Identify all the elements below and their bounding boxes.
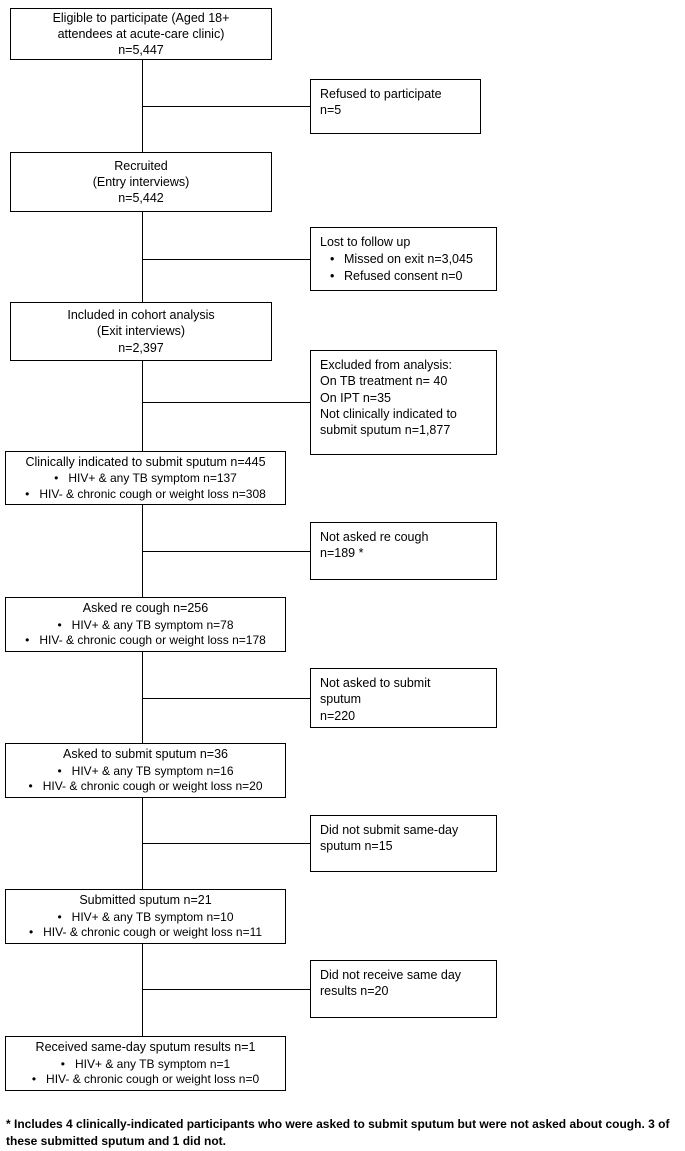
connector-line <box>142 212 143 302</box>
flow-box-not-asked-cough <box>310 522 497 580</box>
flow-box-cohort-analysis <box>10 302 272 361</box>
box-text-line: Excluded from analysis: <box>320 358 453 372</box>
flow-box-asked-re-cough <box>5 597 286 652</box>
box-text-line: On IPT n=35 <box>320 390 391 405</box>
flow-box-lost-followup <box>310 227 497 291</box>
box-text-line: On TB treatment n= 40 <box>320 374 448 389</box>
box-text-line: (Entry interviews) <box>92 174 190 189</box>
connector-line <box>142 361 143 451</box>
box-text-line: n=220 <box>320 708 356 723</box>
bullet-item: • HIV+ & any TB symptom n=78 <box>12 618 279 634</box>
flow-box-excluded <box>310 350 497 455</box>
bullet-item: • HIV- & chronic cough or weight loss n=0 <box>12 1072 279 1088</box>
bullet-list <box>12 910 279 941</box>
bullet-item: • Refused consent n=0 <box>320 268 487 284</box>
box-text-line: Eligible to participate (Aged 18+ <box>52 10 230 25</box>
bullet-item: • HIV- & chronic cough or weight loss n=308 <box>12 487 279 503</box>
box-text-line: n=5,442 <box>118 191 164 206</box>
box-text-line: sputum n=15 <box>320 839 393 854</box>
box-title: Asked to submit sputum n=36 <box>62 747 229 762</box>
box-title: Clinically indicated to submit sputum n=445 <box>25 454 266 469</box>
flow-box-not-asked-sputum <box>310 668 497 728</box>
bullet-item: • Missed on exit n=3,045 <box>320 251 487 267</box>
box-text-line: (Exit interviews) <box>96 324 186 339</box>
bullet-item: • HIV+ & any TB symptom n=10 <box>12 910 279 926</box>
footnote: * Includes 4 clinically-indicated participants who were asked to submit sputum but were not asked about cough. 3 of these submitted sputum and 1 did not. <box>6 1117 670 1149</box>
connector-line <box>142 106 310 107</box>
box-text-line: n=5,447 <box>118 43 164 58</box>
box-text-line: results n=20 <box>320 984 389 999</box>
box-title: Asked re cough n=256 <box>82 601 209 616</box>
bullet-item: • HIV- & chronic cough or weight loss n=11 <box>12 925 279 941</box>
connector-line <box>142 698 310 699</box>
connector-line <box>142 989 310 990</box>
flow-box-clinically-indicated <box>5 451 286 505</box>
box-title: Lost to follow up <box>320 235 411 249</box>
flow-box-no-same-day-sputum <box>310 815 497 872</box>
box-text-line: sputum <box>320 692 361 707</box>
bullet-list <box>12 764 279 795</box>
connector-line <box>142 402 310 403</box>
flow-box-same-day-results <box>5 1036 286 1091</box>
box-text-line: n=5 <box>320 103 342 118</box>
box-text-line: Not clinically indicated to <box>320 406 457 421</box>
connector-line <box>142 843 310 844</box>
connector-line <box>142 551 310 552</box>
flow-box-refused <box>310 79 481 134</box>
box-text-line: submit sputum n=1,877 <box>320 423 451 437</box>
box-text-line: n=189 * <box>320 546 364 561</box>
bullet-list <box>12 1057 279 1088</box>
box-title: Submitted sputum n=21 <box>79 893 212 908</box>
box-text-line: n=2,397 <box>118 340 164 355</box>
bullet-list <box>320 251 487 284</box>
box-text-line: Refused to participate <box>320 87 442 101</box>
flow-box-recruited <box>10 152 272 212</box>
bullet-list <box>12 471 279 502</box>
box-text-line: Did not receive same day <box>320 968 462 982</box>
box-text-line: Recruited <box>114 158 168 173</box>
bullet-item: • HIV+ & any TB symptom n=1 <box>12 1057 279 1073</box>
connector-line <box>142 944 143 1036</box>
flow-box-asked-submit-sputum <box>5 743 286 798</box>
box-text-line: Included in cohort analysis <box>67 308 215 323</box>
flow-box-no-same-day-results <box>310 960 497 1018</box>
bullet-item: • HIV+ & any TB symptom n=137 <box>12 471 279 487</box>
bullet-item: • HIV- & chronic cough or weight loss n=178 <box>12 633 279 649</box>
bullet-item: • HIV+ & any TB symptom n=16 <box>12 764 279 780</box>
flow-box-submitted-sputum <box>5 889 286 944</box>
box-text-line: Not asked re cough <box>320 530 429 544</box>
flow-box-eligible <box>10 8 272 60</box>
bullet-list <box>12 618 279 649</box>
box-title: Received same-day sputum results n=1 <box>35 1040 256 1055</box>
box-text-line: attendees at acute-care clinic) <box>57 26 225 41</box>
box-text-line: Not asked to submit <box>320 676 431 690</box>
box-text-line: Did not submit same-day <box>320 823 459 837</box>
connector-line <box>142 259 310 260</box>
bullet-item: • HIV- & chronic cough or weight loss n=20 <box>12 779 279 795</box>
